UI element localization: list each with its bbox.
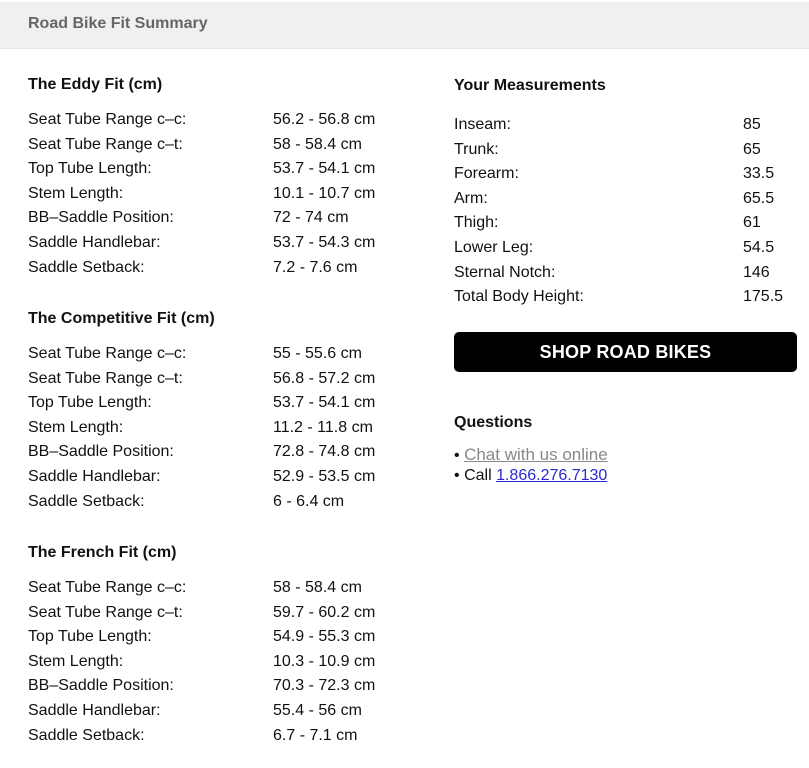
section-heading: Your Measurements: [454, 77, 606, 94]
row-label: BB–Saddle Position:: [28, 443, 174, 461]
fit-row: [28, 391, 408, 416]
fit-row: [28, 416, 408, 441]
row-label: Total Body Height:: [454, 288, 584, 306]
row-value: 72 - 74 cm: [273, 209, 349, 227]
row-value: 56.8 - 57.2 cm: [273, 369, 376, 387]
row-label: Saddle Handlebar:: [28, 233, 161, 251]
phone-number-link[interactable]: 1.866.276.7130: [496, 467, 608, 484]
fit-row: [28, 465, 408, 490]
row-value: 10.3 - 10.9 cm: [273, 652, 376, 670]
measurement-row: [454, 236, 794, 261]
row-value: 53.7 - 54.3 cm: [273, 233, 376, 251]
fit-row: [28, 576, 408, 601]
fit-row: [28, 256, 408, 281]
list-item: [454, 444, 794, 465]
row-label: Seat Tube Range c–c:: [28, 345, 187, 362]
measurement-row: [454, 113, 794, 138]
header-bar: [0, 2, 809, 49]
row-value: 146: [743, 263, 770, 281]
row-value: 58 - 58.4 cm: [273, 579, 362, 596]
competitive-fit-section: [28, 310, 408, 514]
list-item: [454, 465, 794, 486]
row-value: 33.5: [743, 165, 775, 183]
section-heading: The Competitive Fit (cm): [28, 310, 215, 327]
row-value: 54.5: [743, 238, 775, 256]
eddy-fit-section: [28, 76, 408, 280]
french-fit-section: [28, 544, 408, 748]
fit-row: [28, 650, 408, 675]
call-prefix: Call: [464, 467, 492, 484]
row-value: 61: [743, 214, 761, 232]
fit-rows: [28, 342, 408, 514]
measurement-row: [454, 261, 794, 286]
measurement-row: [454, 187, 794, 212]
fit-row: [28, 182, 408, 207]
questions-section: [454, 414, 794, 486]
row-value: 65.5: [743, 189, 775, 207]
row-label: Stem Length:: [28, 184, 124, 202]
fit-row: [28, 133, 408, 158]
fit-row: [28, 490, 408, 515]
row-label: BB–Saddle Position:: [28, 209, 174, 227]
row-value: 53.7 - 54.1 cm: [273, 160, 376, 178]
row-value: 56.2 - 56.8 cm: [273, 111, 376, 128]
row-value: 11.2 - 11.8 cm: [273, 418, 373, 436]
measurements-section: [454, 77, 794, 310]
row-label: Top Tube Length:: [28, 394, 152, 412]
fit-row: [28, 108, 408, 133]
row-value: 59.7 - 60.2 cm: [273, 603, 376, 621]
fit-row: [28, 206, 408, 231]
row-label: BB–Saddle Position:: [28, 677, 174, 695]
row-label: Lower Leg:: [454, 238, 534, 256]
shop-road-bikes-button[interactable]: SHOP ROAD BIKES: [454, 332, 797, 372]
row-label: Trunk:: [454, 140, 499, 158]
row-value: 175.5: [743, 288, 784, 306]
row-label: Saddle Setback:: [28, 258, 145, 276]
fit-row: [28, 440, 408, 465]
row-value: 85: [743, 116, 761, 133]
row-value: 53.7 - 54.1 cm: [273, 394, 376, 412]
row-label: Seat Tube Range c–t:: [28, 369, 183, 387]
row-label: Saddle Setback:: [28, 492, 145, 510]
row-value: 52.9 - 53.5 cm: [273, 467, 376, 485]
row-value: 10.1 - 10.7 cm: [273, 184, 376, 202]
row-label: Forearm:: [454, 165, 519, 183]
row-label: Arm:: [454, 189, 488, 207]
row-label: Top Tube Length:: [28, 160, 152, 178]
fit-rows: [28, 108, 408, 280]
bullet: •: [454, 467, 460, 484]
measurement-row: [454, 162, 794, 187]
fit-row: [28, 601, 408, 626]
row-value: 54.9 - 55.3 cm: [273, 628, 376, 646]
section-heading: Questions: [454, 414, 533, 431]
row-value: 55.4 - 56 cm: [273, 701, 362, 719]
chat-online-link[interactable]: Chat with us online: [464, 445, 608, 464]
row-label: Saddle Setback:: [28, 726, 145, 744]
section-heading: The French Fit (cm): [28, 544, 177, 561]
row-label: Inseam:: [454, 116, 511, 133]
measurement-row: [454, 138, 794, 163]
fit-row: [28, 625, 408, 650]
row-value: 7.2 - 7.6 cm: [273, 258, 358, 276]
row-value: 6 - 6.4 cm: [273, 492, 345, 510]
questions-list: [454, 444, 794, 486]
fit-row: [28, 724, 408, 749]
measurement-row: [454, 211, 794, 236]
row-value: 6.7 - 7.1 cm: [273, 726, 358, 744]
section-heading: The Eddy Fit (cm): [28, 76, 163, 93]
row-value: 72.8 - 74.8 cm: [273, 443, 376, 461]
fit-row: [28, 342, 408, 367]
row-value: 70.3 - 72.3 cm: [273, 677, 376, 695]
row-label: Saddle Handlebar:: [28, 467, 161, 485]
row-label: Stem Length:: [28, 418, 124, 436]
measurement-rows: [454, 113, 794, 310]
page-title: Road Bike Fit Summary: [28, 15, 208, 32]
row-label: Thigh:: [454, 214, 499, 232]
row-value: 55 - 55.6 cm: [273, 345, 362, 362]
row-label: Seat Tube Range c–t:: [28, 135, 183, 153]
row-label: Seat Tube Range c–t:: [28, 603, 183, 621]
fit-rows: [28, 576, 408, 748]
measurement-row: [454, 285, 794, 310]
row-label: Seat Tube Range c–c:: [28, 579, 187, 596]
row-label: Stem Length:: [28, 652, 124, 670]
fit-row: [28, 699, 408, 724]
row-label: Top Tube Length:: [28, 628, 152, 646]
bullet: •: [454, 447, 460, 464]
row-label: Seat Tube Range c–c:: [28, 111, 187, 128]
fit-row: [28, 157, 408, 182]
fit-row: [28, 367, 408, 392]
fit-row: [28, 231, 408, 256]
row-label: Saddle Handlebar:: [28, 701, 161, 719]
fit-row: [28, 674, 408, 699]
row-value: 65: [743, 140, 761, 158]
row-value: 58 - 58.4 cm: [273, 135, 362, 153]
row-label: Sternal Notch:: [454, 263, 556, 281]
